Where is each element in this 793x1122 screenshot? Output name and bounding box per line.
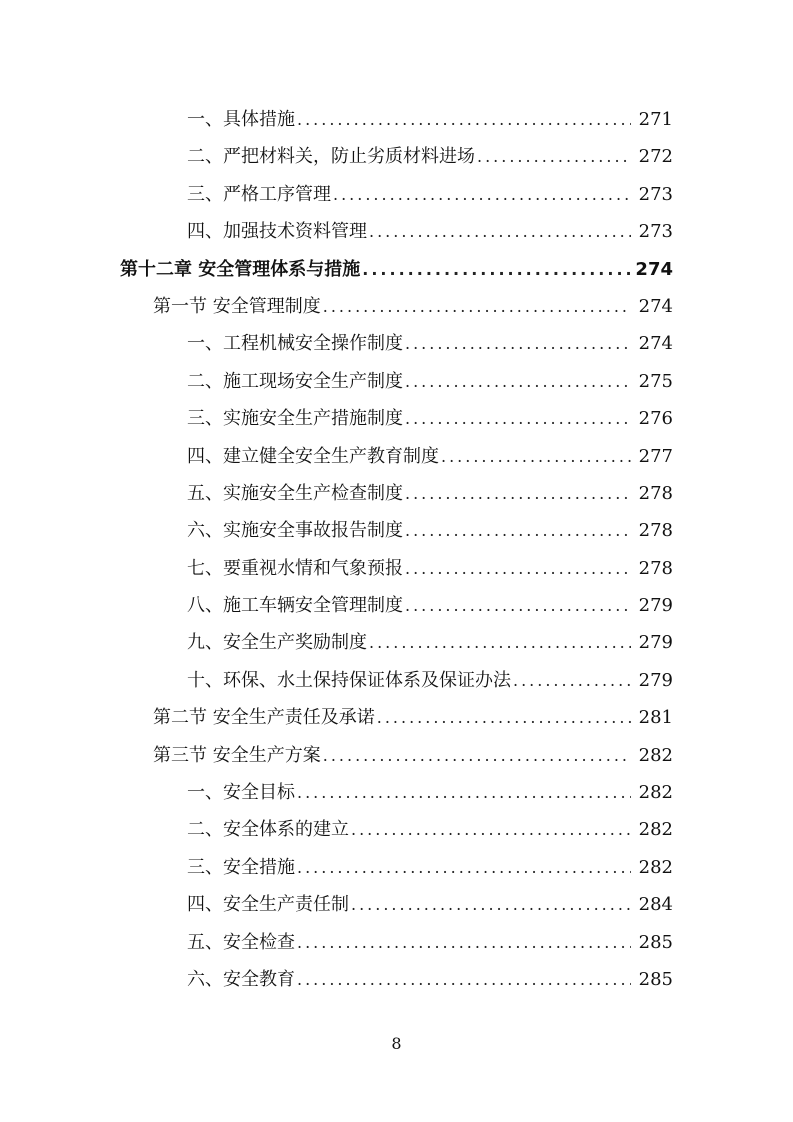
toc-entry-item[interactable] [0,624,793,661]
toc-entry-title: 一、工程机械安全操作制度 [187,333,403,355]
toc-entry-item[interactable] [0,512,793,549]
toc-entry-page: 278 [638,482,673,504]
toc-entry-title: 第十二章 安全管理体系与措施 [120,258,361,280]
toc-entry-title: 二、施工现场安全生产制度 [187,370,403,392]
toc-entry-page: 285 [638,968,673,990]
toc-dot-leader [297,849,631,886]
toc-dot-leader [513,662,631,699]
toc-entry-title: 一、具体措施 [187,109,295,130]
toc-entry-title: 三、严格工序管理 [187,183,331,205]
toc-entry-page: 274 [635,258,673,280]
toc-entry-page: 281 [638,707,673,729]
toc-entry-section[interactable] [0,699,793,736]
toc-entry-item[interactable] [0,811,793,848]
toc-entry-item[interactable] [0,475,793,512]
toc-entry-title: 一、安全目标 [187,782,295,804]
toc-entry-item[interactable] [0,101,793,138]
toc-entry-page: 277 [638,445,673,467]
toc-entry-page: 282 [638,819,673,841]
toc-entry-title: 第一节 安全管理制度 [153,295,321,317]
toc-dot-leader [405,550,631,587]
toc-entry-item[interactable] [0,774,793,811]
toc-entry-title: 二、安全体系的建立 [187,819,349,841]
toc-dot-leader [377,699,631,736]
toc-entry-item[interactable] [0,138,793,175]
toc-entry-title: 五、安全检查 [187,931,295,953]
toc-entry-title: 第三节 安全生产方案 [153,744,321,766]
toc-dot-leader [351,811,631,848]
toc-dot-leader [405,325,631,362]
toc-dot-leader [323,288,631,325]
toc-entry-item[interactable] [0,550,793,587]
toc-entry-item[interactable] [0,961,793,998]
toc-entry-page: 271 [638,109,673,130]
toc-entry-page: 274 [638,333,673,355]
toc-entry-chapter[interactable] [0,251,793,288]
toc-entry-page: 276 [638,408,673,430]
toc-dot-leader [405,400,631,437]
toc-entry-item[interactable] [0,400,793,437]
toc-entry-page: 282 [638,782,673,804]
toc-entry-item[interactable] [0,438,793,475]
toc-entry-page: 279 [638,595,673,617]
toc-entry-item[interactable] [0,849,793,886]
toc-dot-leader [405,363,631,400]
page-number: 8 [391,1034,402,1053]
toc-entry-item[interactable] [0,587,793,624]
toc-dot-leader [323,737,631,774]
toc-entry-item[interactable] [0,924,793,961]
toc-dot-leader [405,475,631,512]
toc-entry-page: 279 [638,669,673,691]
toc-entry-section[interactable] [0,288,793,325]
toc-entry-page: 285 [638,931,673,953]
toc-entry-page: 273 [638,221,673,243]
toc-entry-page: 282 [638,744,673,766]
toc-dot-leader [441,438,631,475]
toc-entry-item[interactable] [0,886,793,923]
toc-dot-leader [297,774,631,811]
toc-entry-title: 三、实施安全生产措施制度 [187,408,403,430]
toc-entry-title: 四、安全生产责任制 [187,894,349,916]
toc-entry-page: 284 [638,894,673,916]
toc-dot-leader [297,961,631,998]
toc-dot-leader [405,587,631,624]
toc-entry-title: 九、安全生产奖励制度 [187,632,367,654]
toc-entry-title: 八、施工车辆安全管理制度 [187,595,403,617]
toc-entry-page: 274 [638,295,673,317]
toc-entry-title: 四、建立健全安全生产教育制度 [187,445,439,467]
toc-entry-item[interactable] [0,213,793,250]
toc-dot-leader [333,176,631,213]
toc-entry-title: 四、加强技术资料管理 [187,221,367,243]
toc-entry-title: 第二节 安全生产责任及承诺 [153,707,375,729]
toc-dot-leader [362,251,631,288]
toc-entry-item[interactable] [0,363,793,400]
toc-dot-leader [351,886,631,923]
toc-entry-page: 278 [638,557,673,579]
toc-entry-section[interactable] [0,737,793,774]
toc-entry-item[interactable] [0,176,793,213]
toc-dot-leader [405,512,631,549]
table-of-contents [0,101,793,998]
toc-entry-title: 六、实施安全事故报告制度 [187,520,403,542]
toc-entry-title: 五、实施安全生产检查制度 [187,482,403,504]
toc-entry-title: 六、安全教育 [187,968,295,990]
toc-entry-page: 275 [638,370,673,392]
toc-entry-title: 七、要重视水情和气象预报 [187,557,403,579]
toc-dot-leader [297,924,631,961]
toc-entry-item[interactable] [0,662,793,699]
toc-entry-page: 273 [638,183,673,205]
toc-entry-title: 十、环保、水土保持保证体系及保证办法 [187,669,511,691]
toc-entry-title: 三、安全措施 [187,856,295,878]
toc-dot-leader [369,624,631,661]
toc-dot-leader [297,101,631,138]
toc-entry-page: 272 [638,146,673,168]
toc-entry-page: 282 [638,856,673,878]
toc-entry-item[interactable] [0,325,793,362]
toc-dot-leader [477,138,631,175]
toc-entry-title: 二、严把材料关，防止劣质材料进场 [187,146,475,168]
toc-entry-page: 279 [638,632,673,654]
toc-entry-page: 278 [638,520,673,542]
toc-dot-leader [369,213,631,250]
